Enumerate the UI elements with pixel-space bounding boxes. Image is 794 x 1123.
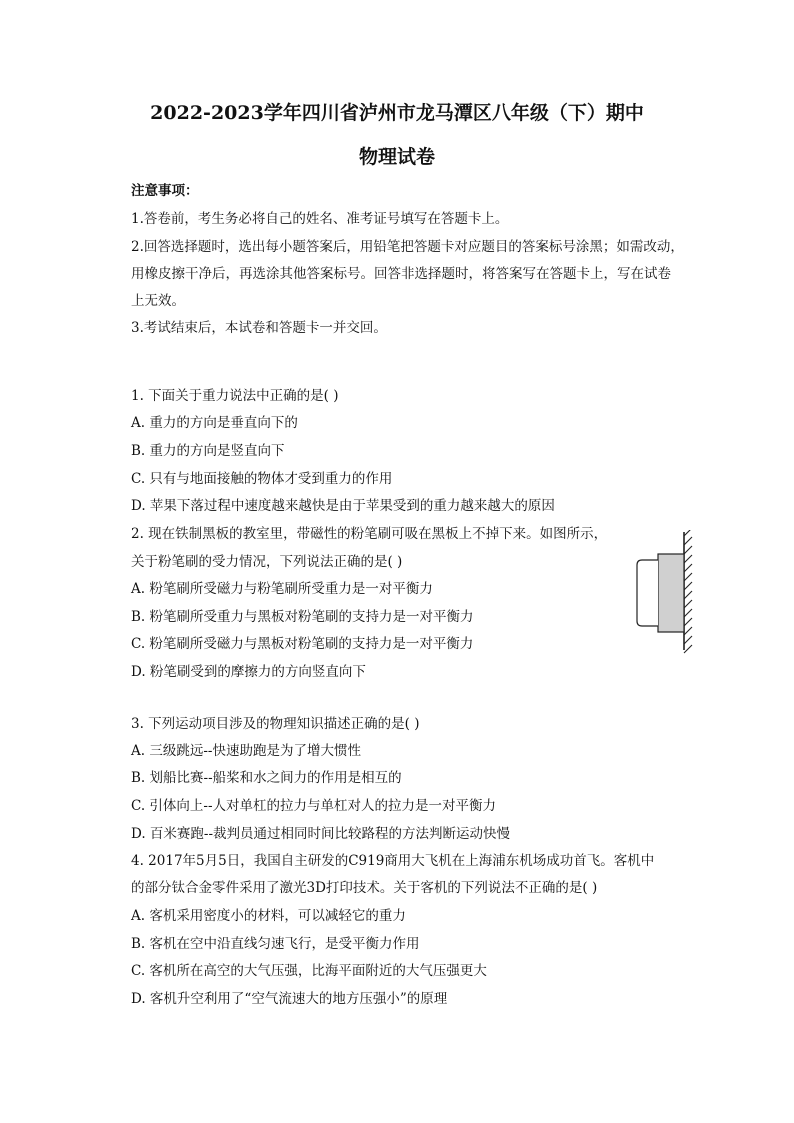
question-4-option-d: D. 客机升空利用了“空气流速大的地方压强小”的原理 — [131, 991, 448, 1007]
question-4-option-c: C. 客机所在高空的大气压强，比海平面附近的大气压强更大 — [131, 963, 487, 979]
question-3-option-b: B. 划船比赛--船桨和水之间力的作用是相互的 — [131, 770, 402, 786]
question-4-option-a: A. 客机采用密度小的材料，可以减轻它的重力 — [131, 908, 406, 924]
question-4-option-b: B. 客机在空中沿直线匀速飞行，是受平衡力作用 — [131, 936, 420, 952]
question-1-option-d: D. 苹果下落过程中速度越来越快是由于苹果受到的重力越来越大的原因 — [131, 498, 555, 514]
question-2-option-b: B. 粉笔刷所受重力与黑板对粉笔刷的支持力是一对平衡力 — [131, 609, 474, 625]
question-2-option-d: D. 粉笔刷受到的摩擦力的方向竖直向下 — [131, 664, 366, 680]
notice-line: 1.答卷前，考生务必将自己的姓名、准考证号填写在答题卡上。 — [131, 211, 509, 227]
chalk-brush-figure — [632, 530, 698, 654]
notice-line: 用橡皮擦干净后，再选涂其他答案标号。回答非选择题时，将答案写在答题卡上，写在试卷 — [131, 266, 671, 282]
notice-line: 3.考试结束后，本试卷和答题卡一并交回。 — [131, 320, 387, 336]
question-1-option-c: C. 只有与地面接触的物体才受到重力的作用 — [131, 471, 393, 487]
notice-line: 上无效。 — [131, 293, 185, 309]
exam-title: 2022-2023学年四川省泸州市龙马潭区八年级（下）期中 — [150, 102, 644, 124]
question-3-option-a: A. 三级跳远--快速助跑是为了增大惯性 — [131, 743, 361, 759]
question-1-option-a: A. 重力的方向是垂直向下的 — [131, 415, 298, 431]
question-2-option-a: A. 粉笔刷所受磁力与粉笔刷所受重力是一对平衡力 — [131, 581, 433, 597]
blackboard-wall — [684, 530, 692, 653]
question-3-option-c: C. 引体向上--人对单杠的拉力与单杠对人的拉力是一对平衡力 — [131, 798, 497, 814]
question-3-stem: 3. 下列运动项目涉及的物理知识描述正确的是( ) — [131, 716, 420, 732]
question-1-stem: 1. 下面关于重力说法中正确的是( ) — [131, 388, 339, 404]
notice-heading: 注意事项： — [131, 183, 199, 199]
chalk-brush — [637, 554, 684, 632]
notice-line: 2.回答选择题时，选出每小题答案后，用铅笔把答题卡对应题目的答案标号涂黑；如需改动， — [131, 239, 684, 255]
question-2-option-c: C. 粉笔刷所受磁力与黑板对粉笔刷的支持力是一对平衡力 — [131, 636, 474, 652]
question-2-stem: 关于粉笔刷的受力情况，下列说法正确的是( ) — [131, 554, 403, 570]
question-2-stem: 2. 现在铁制黑板的教室里，带磁性的粉笔刷可吸在黑板上不掉下来。如图所示， — [131, 526, 608, 542]
question-3-option-d: D. 百米赛跑--裁判员通过相同时间比较路程的方法判断运动快慢 — [131, 826, 511, 842]
exam-subtitle: 物理试卷 — [358, 146, 435, 168]
question-4-stem: 4. 2017年5月5日，我国自主研发的C919商用大飞机在上海浦东机场成功首飞。客机中 — [131, 853, 655, 869]
question-4-stem: 的部分钛合金零件采用了激光3D打印技术。关于客机的下列说法不正确的是( ) — [131, 880, 598, 896]
question-1-option-b: B. 重力的方向是竖直向下 — [131, 443, 285, 459]
